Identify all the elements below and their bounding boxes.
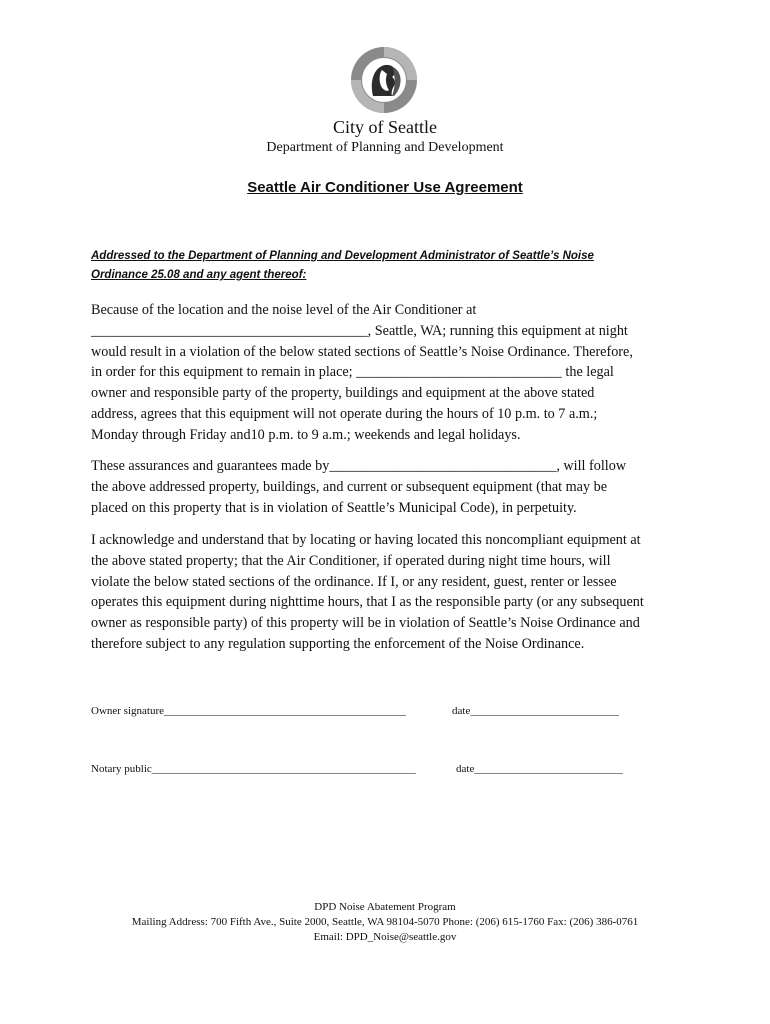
assurances-paragraph [91,456,691,518]
paragraph-line: violate the below stated sections of the ordinance. If I, or any resident, guest, renter or lessee [91,573,617,590]
paragraph-line: _______________________________________, Seattle, WA; running this equipment at night [91,322,628,339]
paragraph-line: operates this equipment during nighttime hours, that I as the responsible party (or any subsequent [91,594,644,611]
paragraph-line: address, agrees that this equipment will not operate during the hours of 10 p.m. to 7 a.m.; [91,405,598,422]
footer-email: Email: DPD_Noise@seattle.gov [313,931,457,943]
paragraph-line: the above stated property; that the Air Conditioner, if operated during night time hours, will [91,552,611,569]
paragraph-line: These assurances and guarantees made by________________________________, will follow [91,458,627,474]
footer-mailing-address: Mailing Address: 700 Fifth Ave., Suite 2000, Seattle, WA 98104-5070 Phone: (206) 615-1760 Fax: (206) 386-0761 [131,916,639,928]
owner-signature-line[interactable]: Owner signature____________________________________________ [91,705,407,717]
addressed-to-heading [91,247,691,285]
city-name: City of Seattle [333,117,437,137]
department-name: Department of Planning and Development [266,140,504,155]
paragraph-line: owner and responsible party of the property, buildings and equipment at the above stated [91,385,595,402]
acknowledgement-paragraph [91,530,691,655]
paragraph-line: I acknowledge and understand that by locating or having located this noncompliant equipment at [91,532,641,548]
document-title: Seattle Air Conditioner Use Agreement [247,179,523,196]
paragraph-line: would result in a violation of the below stated sections of Seattle’s Noise Ordinance. Therefore, [91,343,633,360]
city-seal-logo-icon [349,44,419,116]
paragraph-line: in order for this equipment to remain in place; _____________________________ the legal [91,364,614,381]
location-paragraph [91,300,691,446]
paragraph-line: the above addressed property, buildings, and current or subsequent equipment (that may be [91,478,607,495]
addressed-line: Addressed to the Department of Planning and Development Administrator of Seattle’s Noise [91,250,594,262]
notary-date-line[interactable]: date___________________________ [456,763,623,775]
addressed-line: Ordinance 25.08 and any agent thereof: [91,269,307,281]
footer-program: DPD Noise Abatement Program [314,901,456,913]
footer-contact [0,900,770,945]
paragraph-line: owner as responsible party) of this property will be in violation of Seattle’s Noise Ordinance and [91,615,640,632]
paragraph-line: placed on this property that is in violation of Seattle’s Municipal Code), in perpetuity. [91,499,577,516]
paragraph-line: Because of the location and the noise level of the Air Conditioner at [91,302,477,318]
paragraph-line: Monday through Friday and10 p.m. to 9 a.m.; weekends and legal holidays. [91,426,521,443]
notary-signature-line[interactable]: Notary public________________________________________________ [91,763,416,775]
paragraph-line: therefore subject to any regulation supporting the enforcement of the Noise Ordinance. [91,635,585,652]
owner-date-line[interactable]: date___________________________ [452,705,619,717]
